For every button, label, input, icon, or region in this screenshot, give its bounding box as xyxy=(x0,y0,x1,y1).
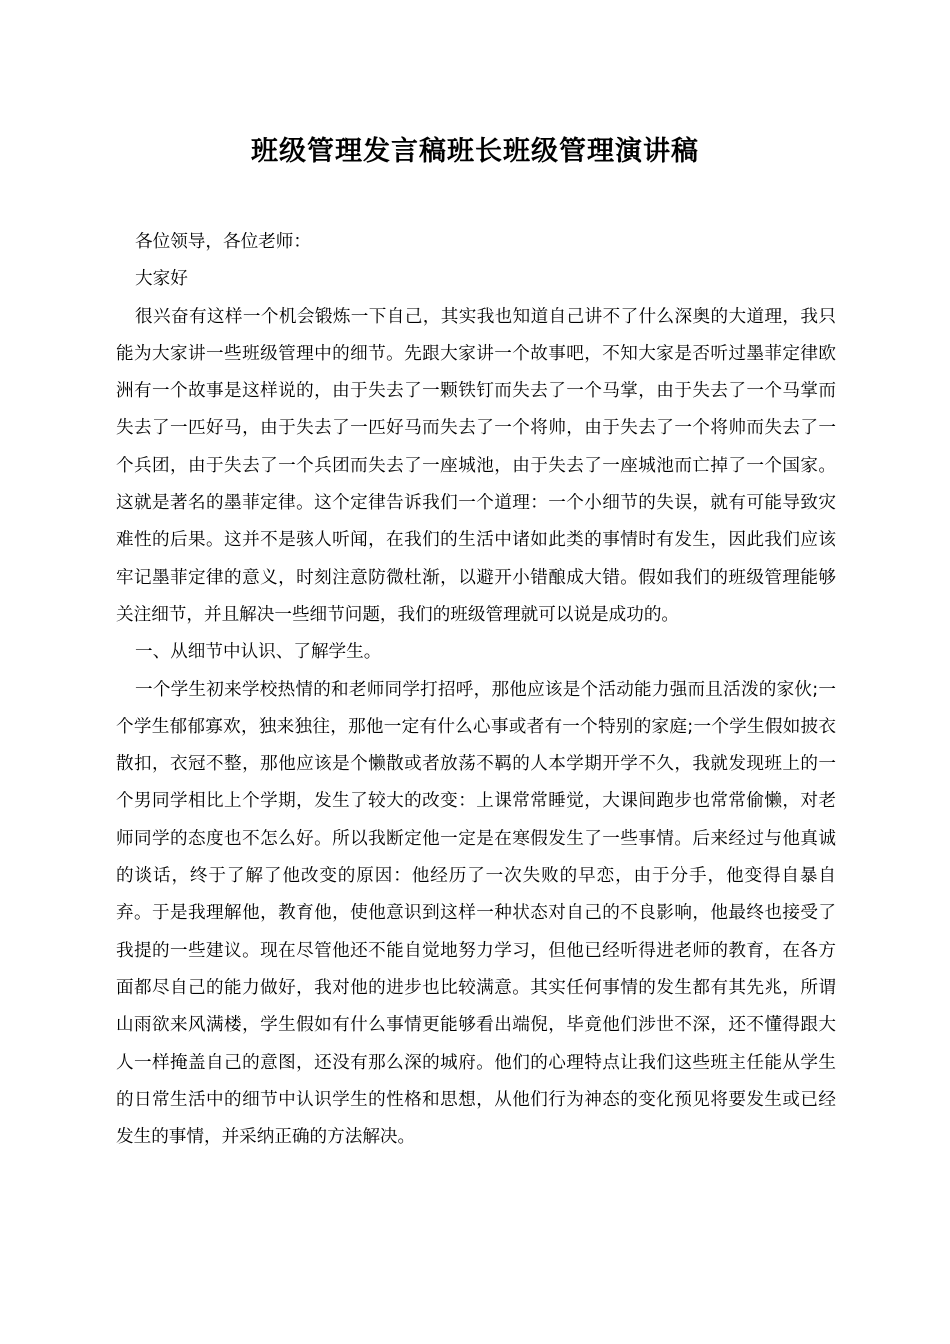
salutation: 各位领导，各位老师： xyxy=(135,232,311,252)
body-paragraph: 一个学生初来学校热情的和老师同学打招呼，那他应该是个活动能力强而且活泼的家伙;一个学生郁郁寡欢，独来独往，那他一定有什么心事或者有一个特别的家庭;一个学生假如披衣散扣，衣冠不整，那他应该是个懒散或者放荡不羁的人本学期开学不久，我就发现班上的一个男同学相比上个学期，发生了较大的改变：上课常常睡觉，大课间跑步也常常偷懒，对老师同学的态度也不怎么好。所以我断定他一定是在寒假发生了一些事情。后来经过与他真诚的谈话，终于了解了他改变的原因：他经历了一次失败的早恋，由于分手，他变得自暴自弃。于是我理解他，教育他，使他意识到这样一种状态对自己的不良影响，他最终也接受了我提的一些建议。现在尽管他还不能自觉地努力学习，但他已经听得进老师的教育，在各方面都尽自己的能力做好，我对他的进步也比较满意。其实任何事情的发生都有其先兆，所谓山雨欲来风满楼，学生假如有什么事情更能够看出端倪，毕竟他们涉世不深，还不懂得跟大人一样掩盖自己的意图，还没有那么深的城府。他们的心理特点让我们这些班主任能从学生的日常生活中的细节中认识学生的性格和思想，从他们行为神态的变化预见将要发生或已经发生的事情，并采纳正确的方法解决。 xyxy=(116,679,836,1148)
document-body xyxy=(116,224,836,1156)
document-title: 班级管理发言稿班长班级管理演讲稿 xyxy=(251,136,699,167)
body-paragraph: 很兴奋有这样一个机会锻炼一下自己，其实我也知道自己讲不了什么深奥的大道理，我只能为大家讲一些班级管理中的细节。先跟大家讲一个故事吧，不知大家是否听过墨菲定律欧洲有一个故事是这样说的，由于失去了一颗铁钉而失去了一个马掌，由于失去了一个马掌而失去了一匹好马，由于失去了一匹好马而失去了一个将帅，由于失去了一个将帅而失去了一个兵团，由于失去了一个兵团而失去了一座城池，由于失去了一座城池而亡掉了一个国家。这就是著名的墨菲定律。这个定律告诉我们一个道理：一个小细节的失误，就有可能导致灾难性的后果。这并不是骇人听闻，在我们的生活中诸如此类的事情时有发生，因此我们应该牢记墨菲定律的意义，时刻注意防微杜渐，以避开小错酿成大错。假如我们的班级管理能够关注细节，并且解决一些细节问题，我们的班级管理就可以说是成功的。 xyxy=(116,306,836,625)
section-heading: 一、从细节中认识、了解学生。 xyxy=(135,642,382,663)
greeting: 大家好 xyxy=(135,269,188,290)
